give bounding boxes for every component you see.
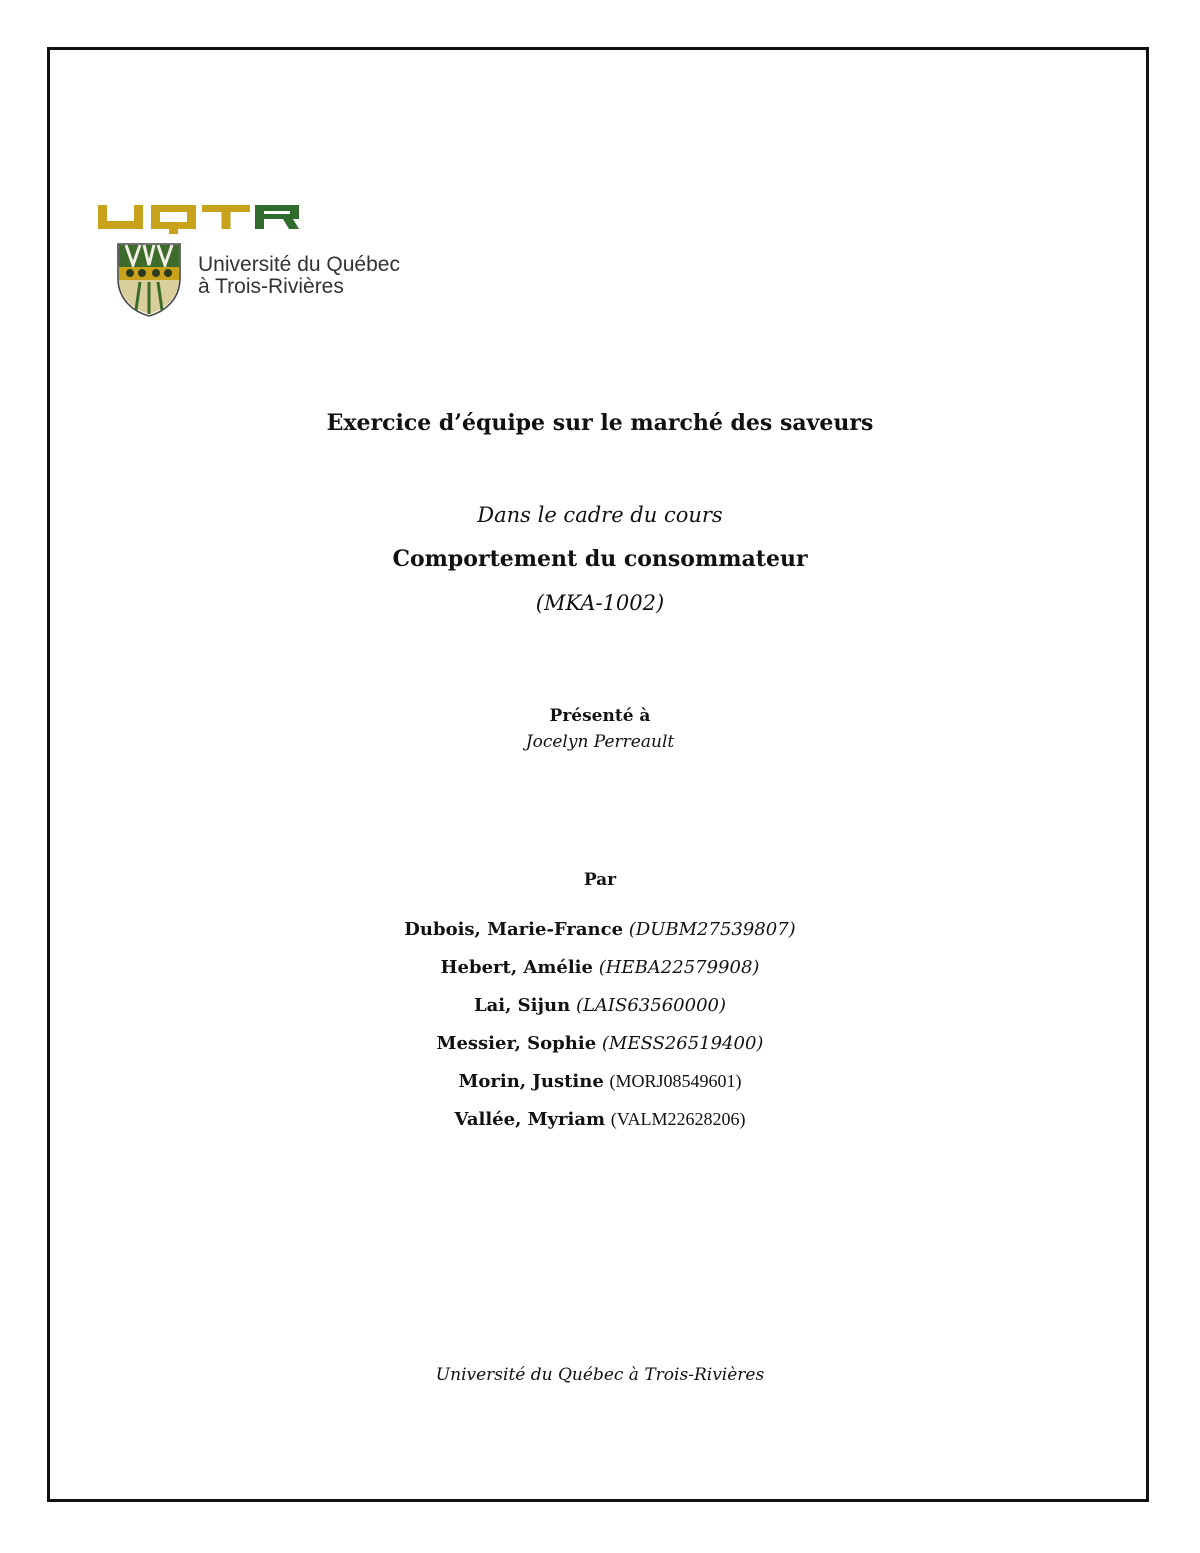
author-id: (MORJ08549601) [609, 1071, 742, 1091]
university-shield-icon [116, 242, 182, 318]
university-name-line2: à Trois-Rivières [198, 275, 344, 298]
author-list [0, 919, 1200, 1147]
course-name: Comportement du consommateur [392, 546, 808, 572]
author-name: Hebert, Amélie [440, 957, 593, 978]
footer-institution: Université du Québec à Trois-Rivières [435, 1365, 765, 1385]
course-context: Dans le cadre du cours [477, 503, 723, 527]
uqtr-logo [86, 96, 406, 421]
presented-to-label: Présenté à [549, 706, 651, 726]
author-item [0, 995, 1200, 1033]
author-name: Messier, Sophie [436, 1033, 597, 1054]
author-id: (MESS26519400) [601, 1033, 764, 1054]
uqtr-wordmark [98, 201, 303, 235]
presented-to-name: Jocelyn Perreault [525, 732, 675, 752]
university-name [198, 254, 400, 298]
author-id: (VALM22628206) [610, 1109, 746, 1129]
author-item [0, 957, 1200, 995]
course-code: (MKA-1002) [535, 591, 665, 615]
author-id: (LAIS63560000) [575, 995, 726, 1016]
author-name: Dubois, Marie-France [404, 919, 624, 940]
author-item [0, 1033, 1200, 1071]
author-id: (DUBM27539807) [628, 919, 796, 940]
by-label: Par [583, 870, 617, 890]
author-name: Lai, Sijun [473, 995, 571, 1016]
author-item [0, 919, 1200, 957]
author-name: Morin, Justine [458, 1071, 604, 1092]
author-item [0, 1109, 1200, 1147]
author-id: (HEBA22579908) [598, 957, 760, 978]
document-title: Exercice d’équipe sur le marché des saveurs [326, 410, 874, 436]
author-name: Vallée, Myriam [454, 1109, 606, 1130]
author-item [0, 1071, 1200, 1109]
university-name-line1: Université du Québec [198, 253, 400, 276]
